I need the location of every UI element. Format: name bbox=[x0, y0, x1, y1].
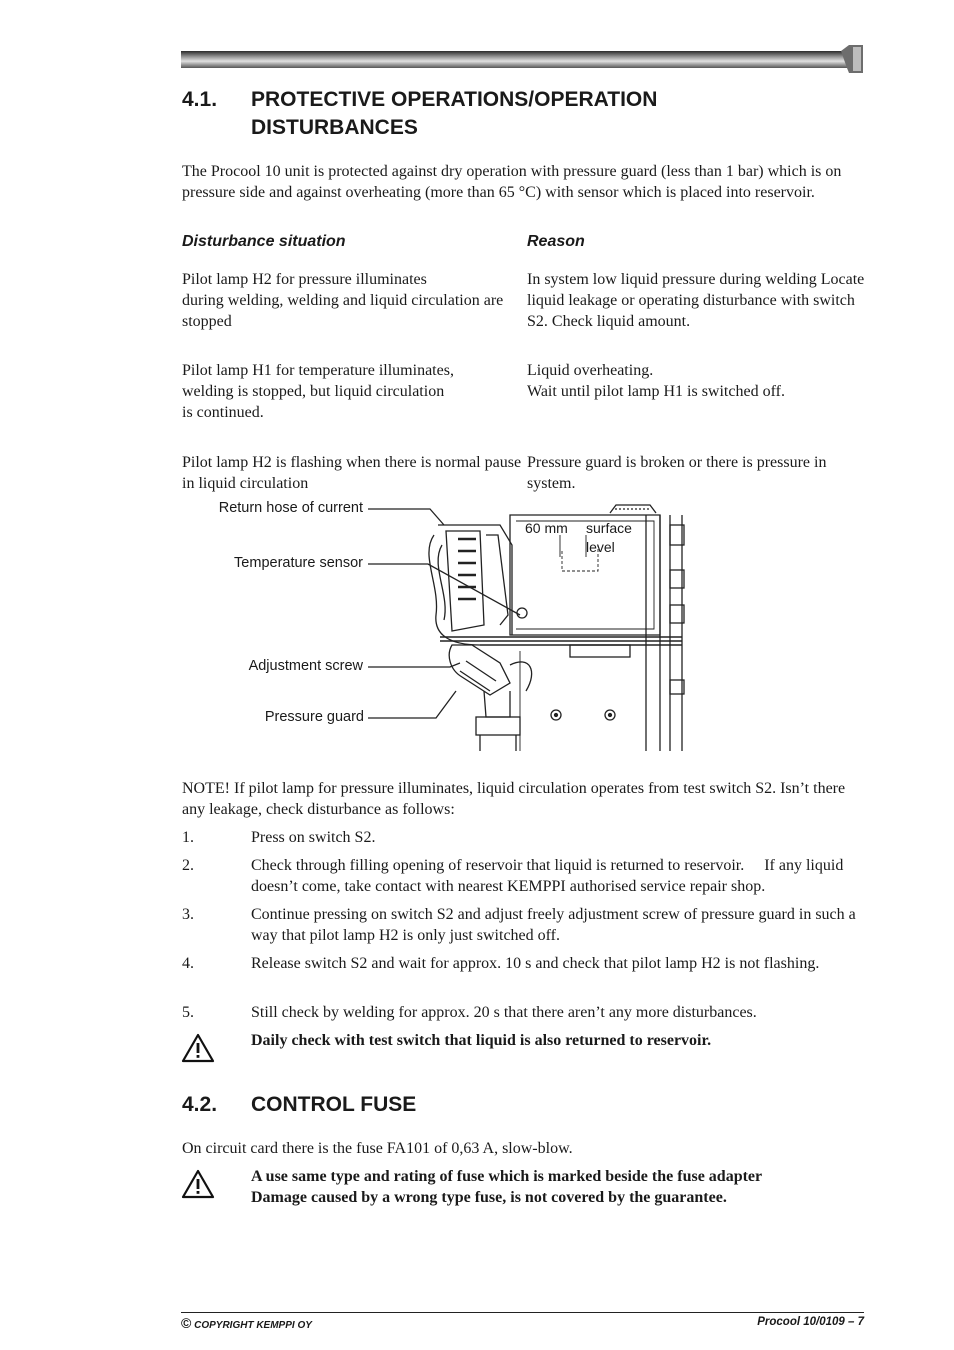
intro-paragraph: The Procool 10 unit is protected against dry operation with pressure guard (less than 1 bar) which is on pressure side and against overheating (more than 65 °C) with sensor which is placed into reservoir. bbox=[182, 163, 842, 201]
diagram-label-surface: surface bbox=[586, 520, 632, 536]
reason-text: Pressure guard is broken or there is pressure in system. bbox=[527, 454, 827, 492]
callout-adjustment-screw: Adjustment screw bbox=[248, 658, 363, 674]
step-text: Continue pressing on switch S2 and adjust freely adjustment screw of pressure guard in such a way that pilot lamp H2 is only just switched off. bbox=[251, 906, 856, 944]
diagram-label-60mm: 60 mm bbox=[525, 520, 568, 536]
section-title: PROTECTIVE OPERATIONS/OPERATION DISTURBANCES bbox=[251, 88, 658, 139]
step-text: Release switch S2 and wait for approx. 10 s and check that pilot lamp H2 is not flashing. bbox=[251, 955, 820, 972]
section-number: 4.1. bbox=[182, 88, 218, 111]
reason-text: Liquid overheating. Wait until pilot lamp H1 is switched off. bbox=[527, 362, 785, 400]
footer-rule bbox=[181, 1312, 864, 1313]
warning-icon bbox=[181, 1169, 215, 1199]
callout-pressure-guard: Pressure guard bbox=[264, 709, 364, 725]
step-text: Press on switch S2. bbox=[251, 829, 376, 846]
column-header-situation: Disturbance situation bbox=[182, 233, 346, 250]
warning-text: Damage caused by a wrong type fuse, is not covered by the guarantee. bbox=[251, 1189, 727, 1206]
fuse-paragraph: On circuit card there is the fuse FA101 of 0,63 A, slow-blow. bbox=[182, 1140, 573, 1157]
step-number: 5. bbox=[182, 1004, 194, 1021]
header-bar bbox=[181, 43, 865, 75]
callout-return-hose: Return hose of current bbox=[218, 500, 363, 516]
step-text: Check through filling opening of reservoir that liquid is returned to reservoir. If any liquid doesn’t come, take contact with nearest KEMPPI authorised service repair shop. bbox=[251, 857, 848, 895]
step-number: 4. bbox=[182, 955, 194, 972]
situation-text: Pilot lamp H2 is flashing when there is normal pause in liquid circulation bbox=[182, 454, 522, 492]
section-heading-4-2 bbox=[182, 1091, 782, 1121]
copyright-text: COPYRIGHT KEMPPI OY bbox=[194, 1320, 312, 1331]
column-header-reason: Reason bbox=[527, 233, 585, 250]
diagram-label-level: level bbox=[586, 539, 615, 555]
note-paragraph: NOTE! If pilot lamp for pressure illuminates, liquid circulation operates from test switch S2. Isn’t there any leakage, check disturbance as follows: bbox=[182, 780, 846, 818]
copyright-symbol: © bbox=[181, 1315, 192, 1331]
section-title: CONTROL FUSE bbox=[251, 1093, 417, 1116]
warning-text: A use same type and rating of fuse which is marked beside the fuse adapter bbox=[251, 1168, 763, 1185]
section-heading-4-1 bbox=[182, 86, 782, 146]
situation-text: Pilot lamp H1 for temperature illuminates, welding is stopped, but liquid circulation is continued. bbox=[182, 362, 454, 421]
reason-text: In system low liquid pressure during welding Locate liquid leakage or operating disturbance with switch S2. Check liquid amount. bbox=[527, 271, 865, 330]
footer-copyright bbox=[181, 1315, 312, 1331]
situation-text: Pilot lamp H2 for pressure illuminates during welding, welding and liquid circulation are stopped bbox=[182, 271, 504, 330]
footer-page: Procool 10/0109 – 7 bbox=[757, 1316, 864, 1328]
warning-icon bbox=[181, 1033, 215, 1063]
section-number: 4.2. bbox=[182, 1093, 218, 1116]
step-text: Still check by welding for approx. 20 s that there aren’t any more disturbances. bbox=[251, 1004, 757, 1021]
warning-text: Daily check with test switch that liquid is also returned to reservoir. bbox=[251, 1032, 712, 1049]
step-number: 3. bbox=[182, 906, 194, 923]
callout-temperature-sensor: Temperature sensor bbox=[234, 555, 363, 571]
step-number: 2. bbox=[182, 857, 194, 874]
step-number: 1. bbox=[182, 829, 194, 846]
